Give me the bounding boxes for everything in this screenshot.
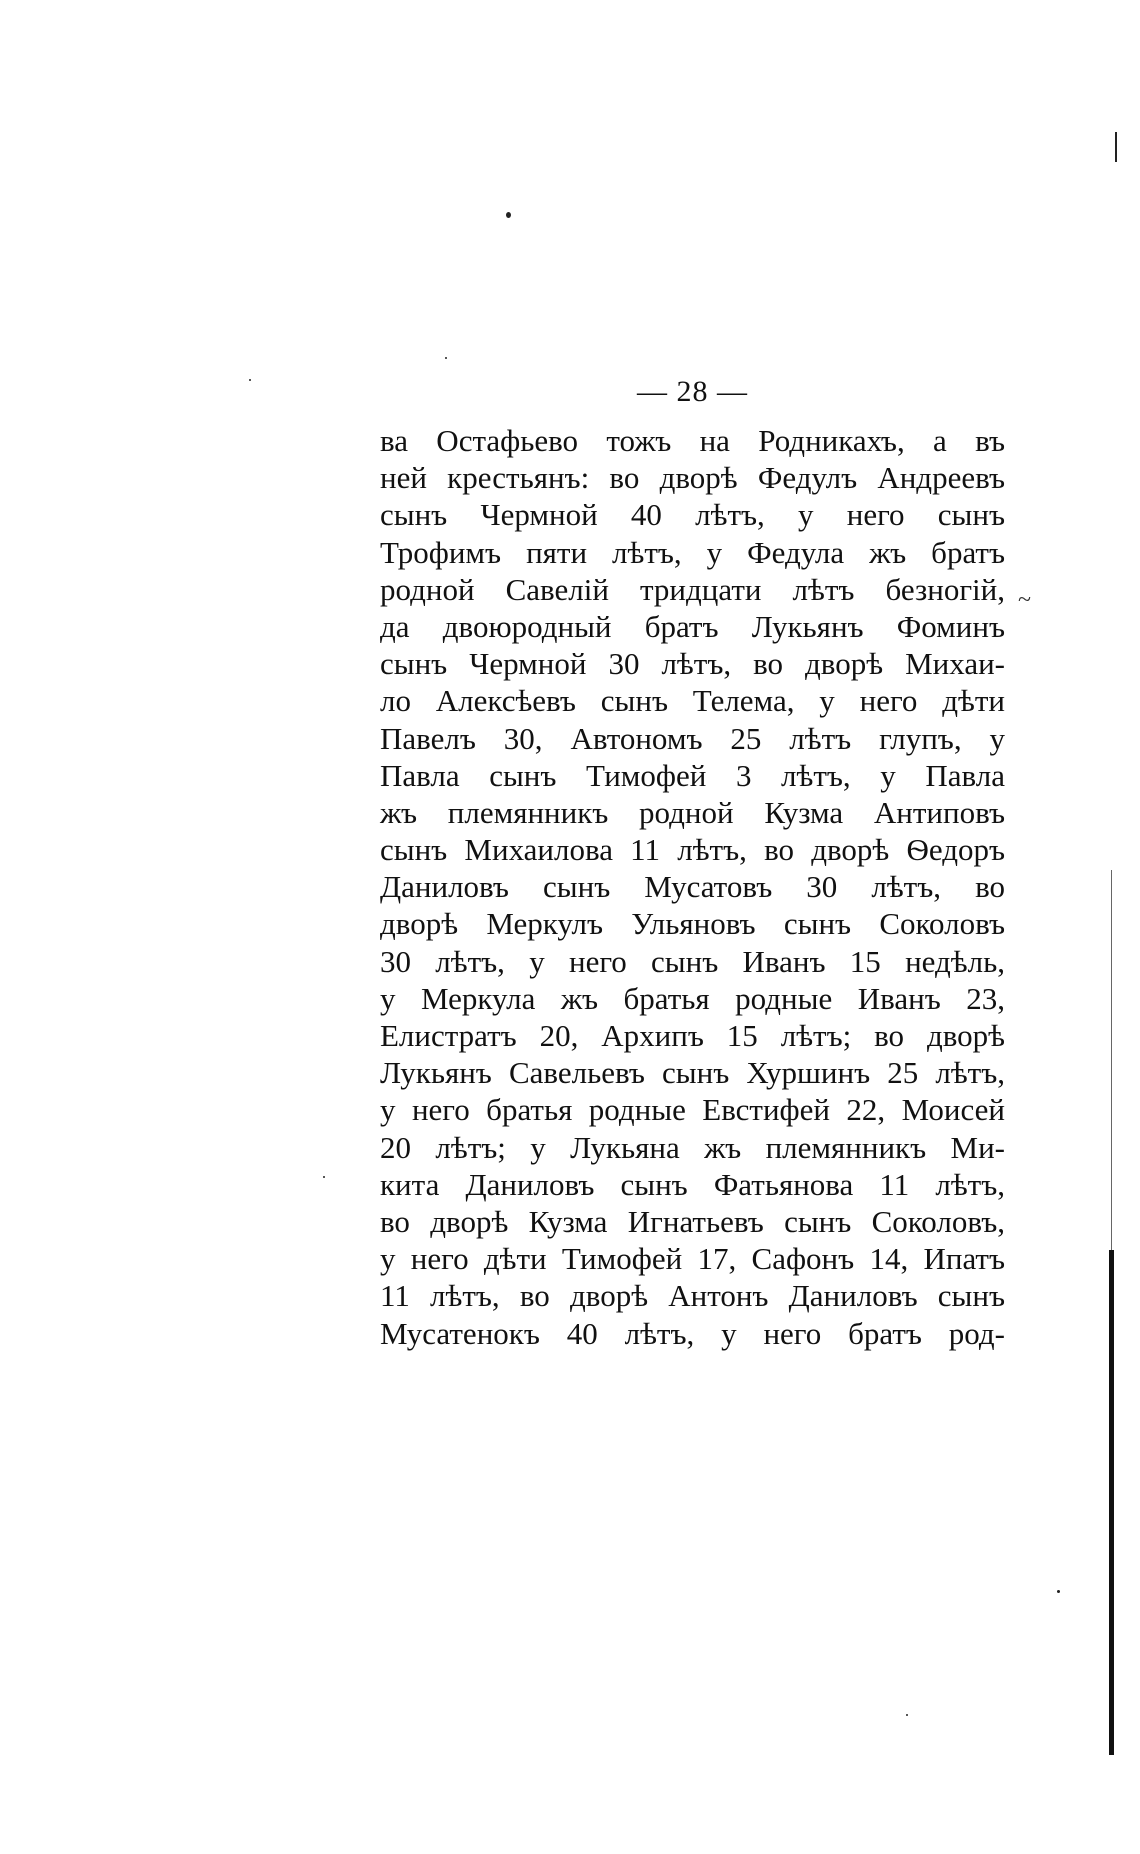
text-line: Елистратъ 20, Архипъ 15 лѣтъ; во дворѣ xyxy=(380,1018,1005,1053)
scan-page-edge xyxy=(1111,870,1112,1250)
text-line: Павла сынъ Тимофей 3 лѣтъ, у Павла xyxy=(380,757,1005,793)
text-line: 30 лѣтъ, у него сынъ Иванъ 15 недѣль, xyxy=(380,943,1005,979)
text-line: ва Остафьево тожъ на Родникахъ, а въ xyxy=(380,423,1005,458)
text-line: у него братья родные Евстифей 22, Моисей xyxy=(380,1092,1005,1128)
text-line: Лукьянъ Савельевъ сынъ Хуршинъ 25 лѣтъ, xyxy=(380,1055,1005,1091)
text-line: родной Савелій тридцати лѣтъ безногій, xyxy=(380,571,1005,607)
scan-speck xyxy=(445,357,447,359)
body-text xyxy=(380,422,1005,1352)
scan-speck xyxy=(249,379,251,381)
text-line: 11 лѣтъ, во дворѣ Антонъ Даниловъ сынъ xyxy=(380,1278,1005,1314)
scan-edge-mark xyxy=(1115,132,1117,162)
text-line: ло Алексѣевъ сынъ Телема, у него дѣти xyxy=(380,683,1005,719)
scan-page-edge-dark xyxy=(1109,1250,1114,1755)
text-line: Павелъ 30, Автономъ 25 лѣтъ глупъ, у xyxy=(380,720,1005,756)
scan-speck xyxy=(506,212,511,218)
page-number: — 28 — xyxy=(637,375,748,408)
text-line: кита Даниловъ сынъ Фатьянова 11 лѣтъ, xyxy=(380,1166,1005,1202)
text-line: жъ племянникъ родной Кузма Антиповъ xyxy=(380,794,1005,830)
scan-speck xyxy=(323,1176,325,1178)
text-line: во дворѣ Кузма Игнатьевъ сынъ Соколовъ, xyxy=(380,1203,1005,1239)
margin-mark: ~ xyxy=(1018,587,1031,613)
text-line: сынъ Чермной 30 лѣтъ, во дворѣ Михаи- xyxy=(380,646,1005,682)
text-line: у него дѣти Тимофей 17, Сафонъ 14, Ипатъ xyxy=(380,1241,1005,1277)
text-line: у Меркула жъ братья родные Иванъ 23, xyxy=(380,980,1005,1016)
text-line: Мусатенокъ 40 лѣтъ, у него братъ род- xyxy=(380,1315,1005,1351)
text-line: Трофимъ пяти лѣтъ, у Федула жъ братъ xyxy=(380,534,1005,570)
scan-speck xyxy=(906,1714,908,1716)
text-line: ней крестьянъ: во дворѣ Федулъ Андреевъ xyxy=(380,460,1005,496)
text-line: дворѣ Меркулъ Ульяновъ сынъ Соколовъ xyxy=(380,906,1005,942)
scan-speck xyxy=(1057,1590,1060,1593)
text-line: сынъ Михаилова 11 лѣтъ, во дворѣ Ѳедоръ xyxy=(380,832,1005,868)
text-line: да двоюродный братъ Лукьянъ Фоминъ xyxy=(380,608,1005,644)
text-line: Даниловъ сынъ Мусатовъ 30 лѣтъ, во xyxy=(380,869,1005,905)
text-line: сынъ Чермной 40 лѣтъ, у него сынъ xyxy=(380,497,1005,533)
text-line: 20 лѣтъ; у Лукьяна жъ племянникъ Ми- xyxy=(380,1129,1005,1165)
